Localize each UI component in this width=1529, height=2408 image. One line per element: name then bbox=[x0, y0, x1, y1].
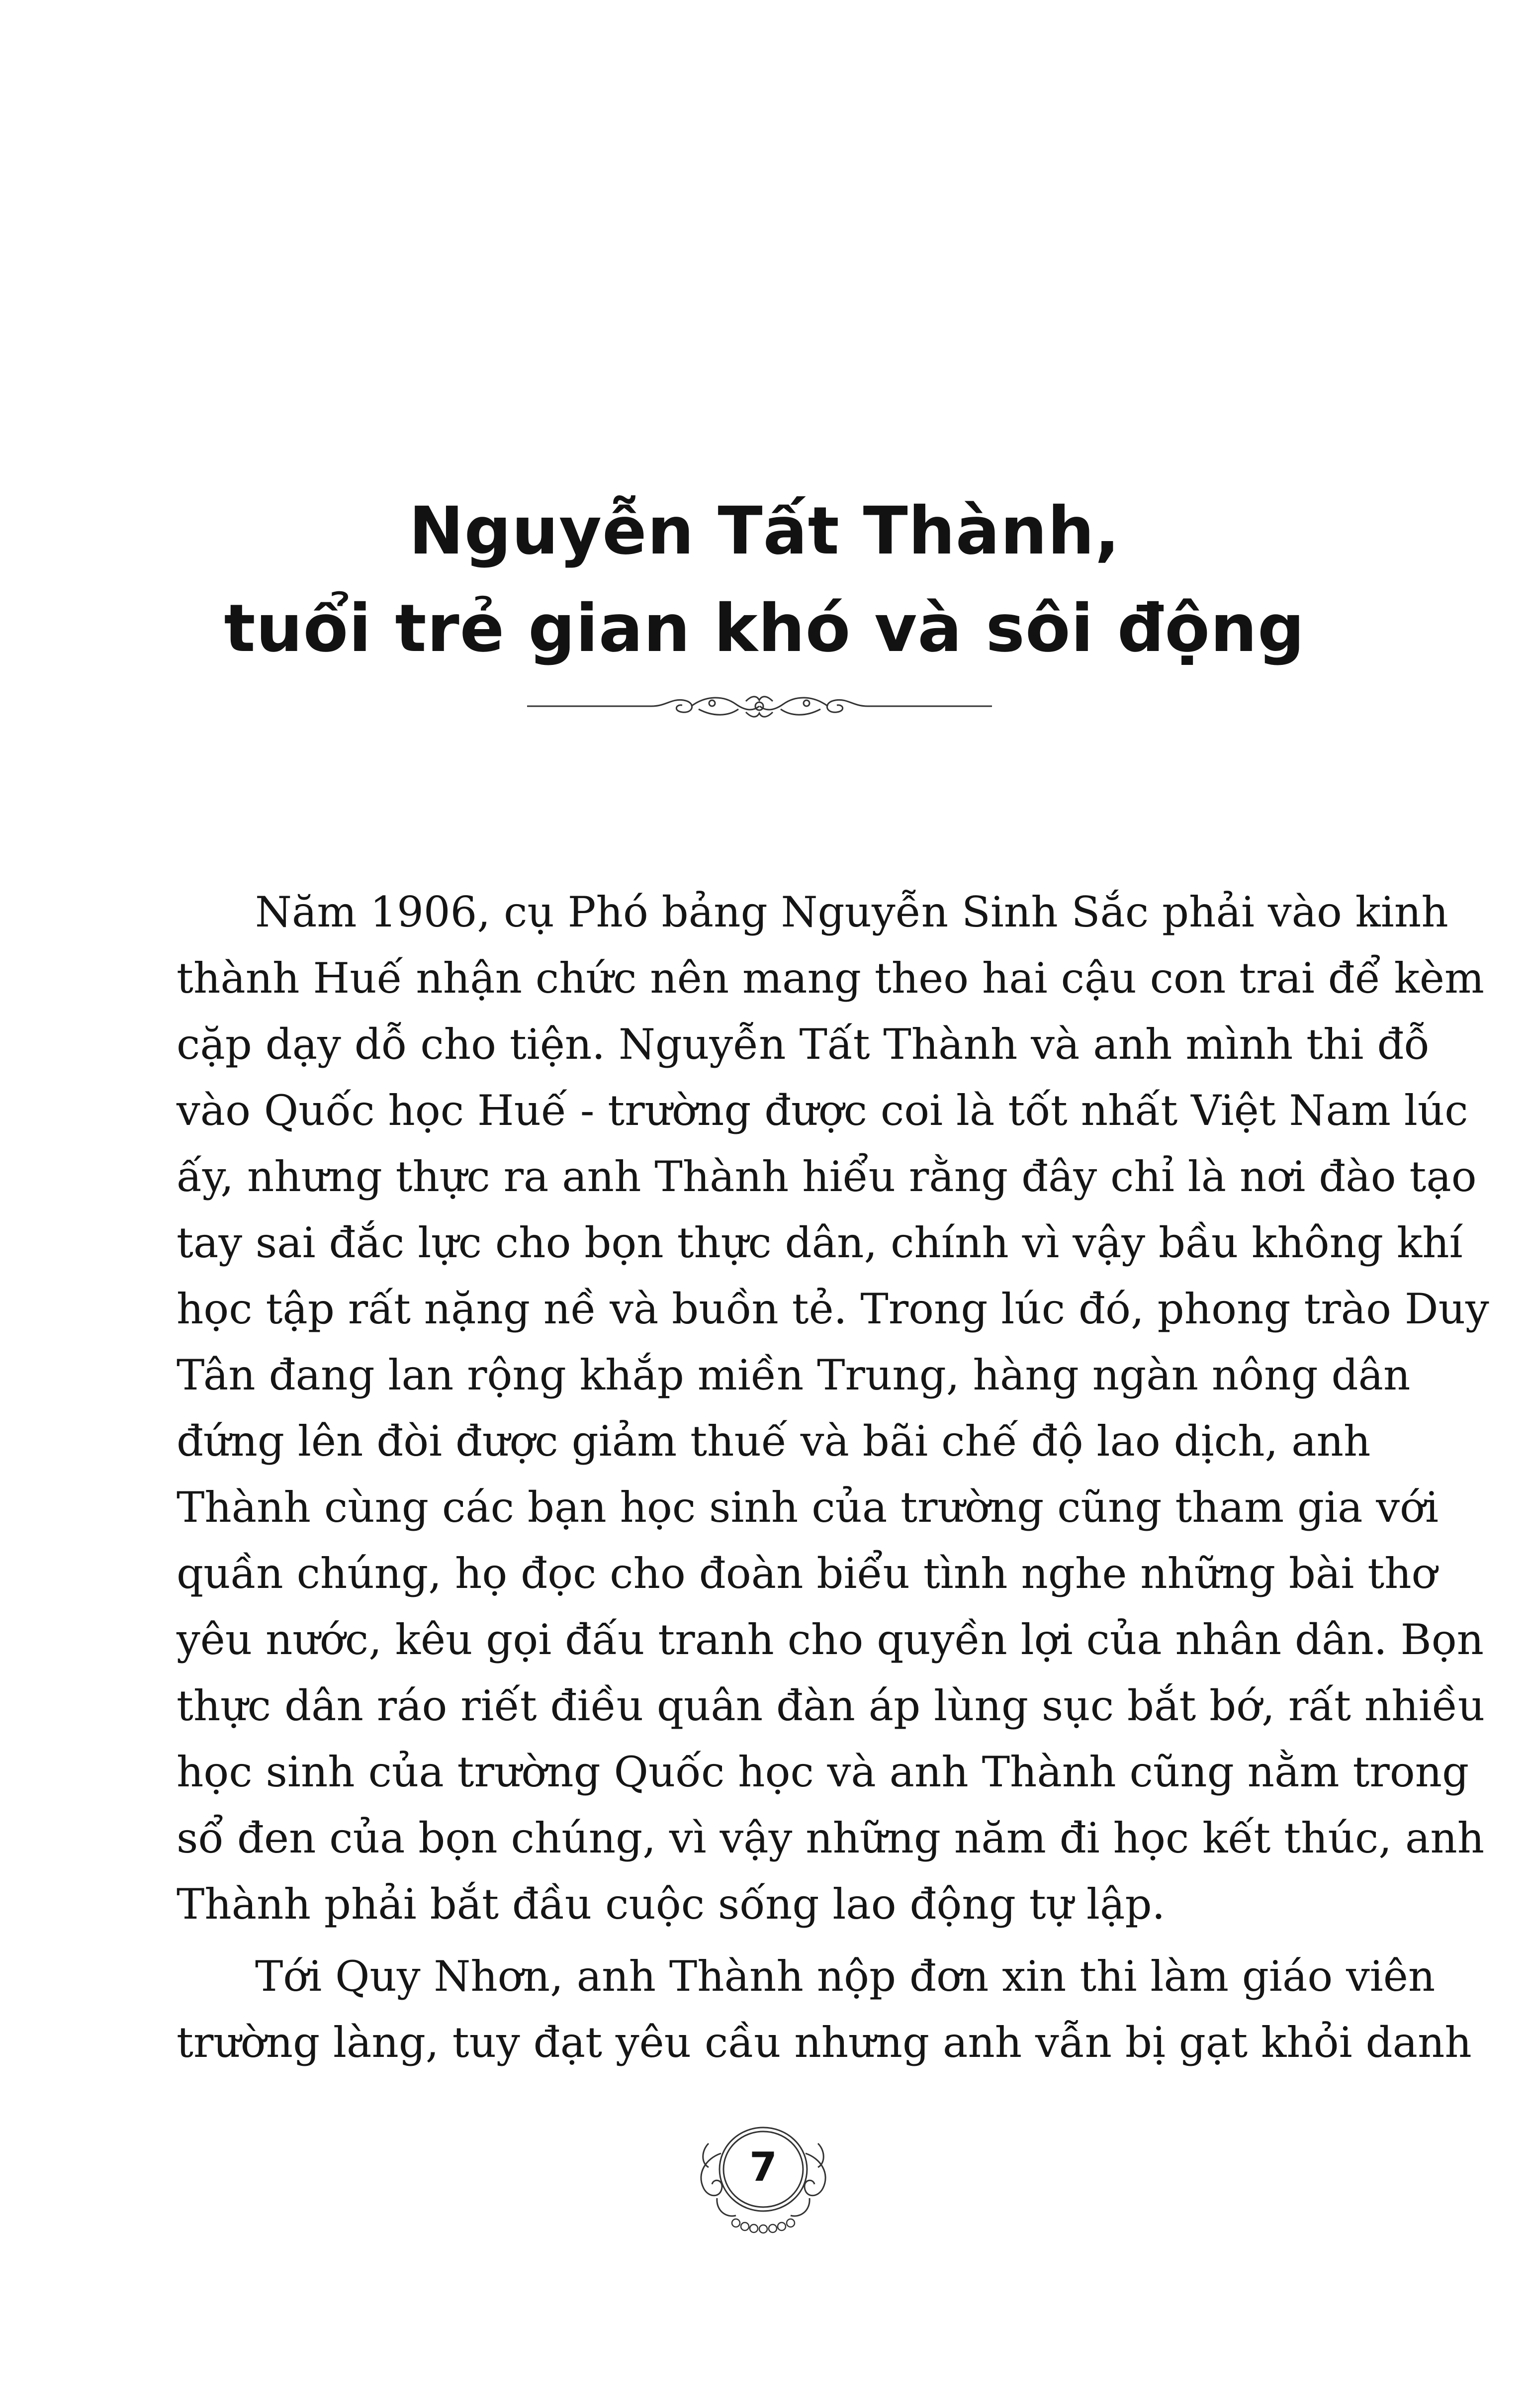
paragraph-gap bbox=[177, 1938, 1343, 1944]
chapter-title-line-1: Nguyễn Tất Thành, bbox=[409, 493, 1120, 569]
text-line: Tân đang lan rộng khắp miền Trung, hàng ngàn nông dân bbox=[177, 1351, 1411, 1399]
title-divider-ornament bbox=[527, 686, 992, 726]
page-number: 7 bbox=[749, 2144, 777, 2190]
text-line: yêu nước, kêu gọi đấu tranh cho quyền lợi của nhân dân. Bọn bbox=[177, 1615, 1484, 1664]
text-line: Năm 1906, cụ Phó bảng Nguyễn Sinh Sắc phải vào kinh bbox=[255, 888, 1448, 936]
text-line: thành Huế nhận chức nên mang theo hai cậu con trai để kèm bbox=[177, 954, 1485, 1003]
text-line: vào Quốc học Huế - trường được coi là tốt nhất Việt Nam lúc bbox=[177, 1086, 1468, 1135]
text-line: học tập rất nặng nề và buồn tẻ. Trong lúc đó, phong trào Duy bbox=[177, 1285, 1489, 1333]
text-line: học sinh của trường Quốc học và anh Thành cũng nằm trong bbox=[177, 1748, 1469, 1796]
text-line: cặp dạy dỗ cho tiện. Nguyễn Tất Thành và anh mình thi đỗ bbox=[177, 1020, 1430, 1069]
text-line: Thành cùng các bạn học sinh của trường cũng tham gia với bbox=[177, 1483, 1439, 1532]
chapter-title bbox=[0, 482, 1529, 677]
text-line: đứng lên đòi được giảm thuế và bãi chế độ lao dịch, anh bbox=[177, 1417, 1371, 1466]
text-line: tay sai đắc lực cho bọn thực dân, chính vì vậy bầu không khí bbox=[177, 1218, 1463, 1267]
body-text bbox=[177, 879, 1489, 2076]
text-line: sổ đen của bọn chúng, vì vậy những năm đi học kết thúc, anh bbox=[177, 1814, 1485, 1862]
page-number-badge bbox=[686, 2124, 840, 2243]
text-line: trường làng, tuy đạt yêu cầu nhưng anh vẫn bị gạt khỏi danh bbox=[177, 2018, 1472, 2067]
text-line: ấy, nhưng thực ra anh Thành hiểu rằng đây chỉ là nơi đào tạo bbox=[177, 1152, 1477, 1201]
text-line: quần chúng, họ đọc cho đoàn biểu tình nghe những bài thơ bbox=[177, 1549, 1437, 1598]
text-line: Thành phải bắt đầu cuộc sống lao động tự lập. bbox=[177, 1880, 1166, 1929]
text-line: Tới Quy Nhơn, anh Thành nộp đơn xin thi làm giáo viên bbox=[255, 1952, 1436, 2001]
text-line: thực dân ráo riết điều quân đàn áp lùng sục bắt bớ, rất nhiều bbox=[177, 1681, 1485, 1730]
chapter-title-line-2: tuổi trẻ gian khó và sôi động bbox=[224, 590, 1305, 667]
